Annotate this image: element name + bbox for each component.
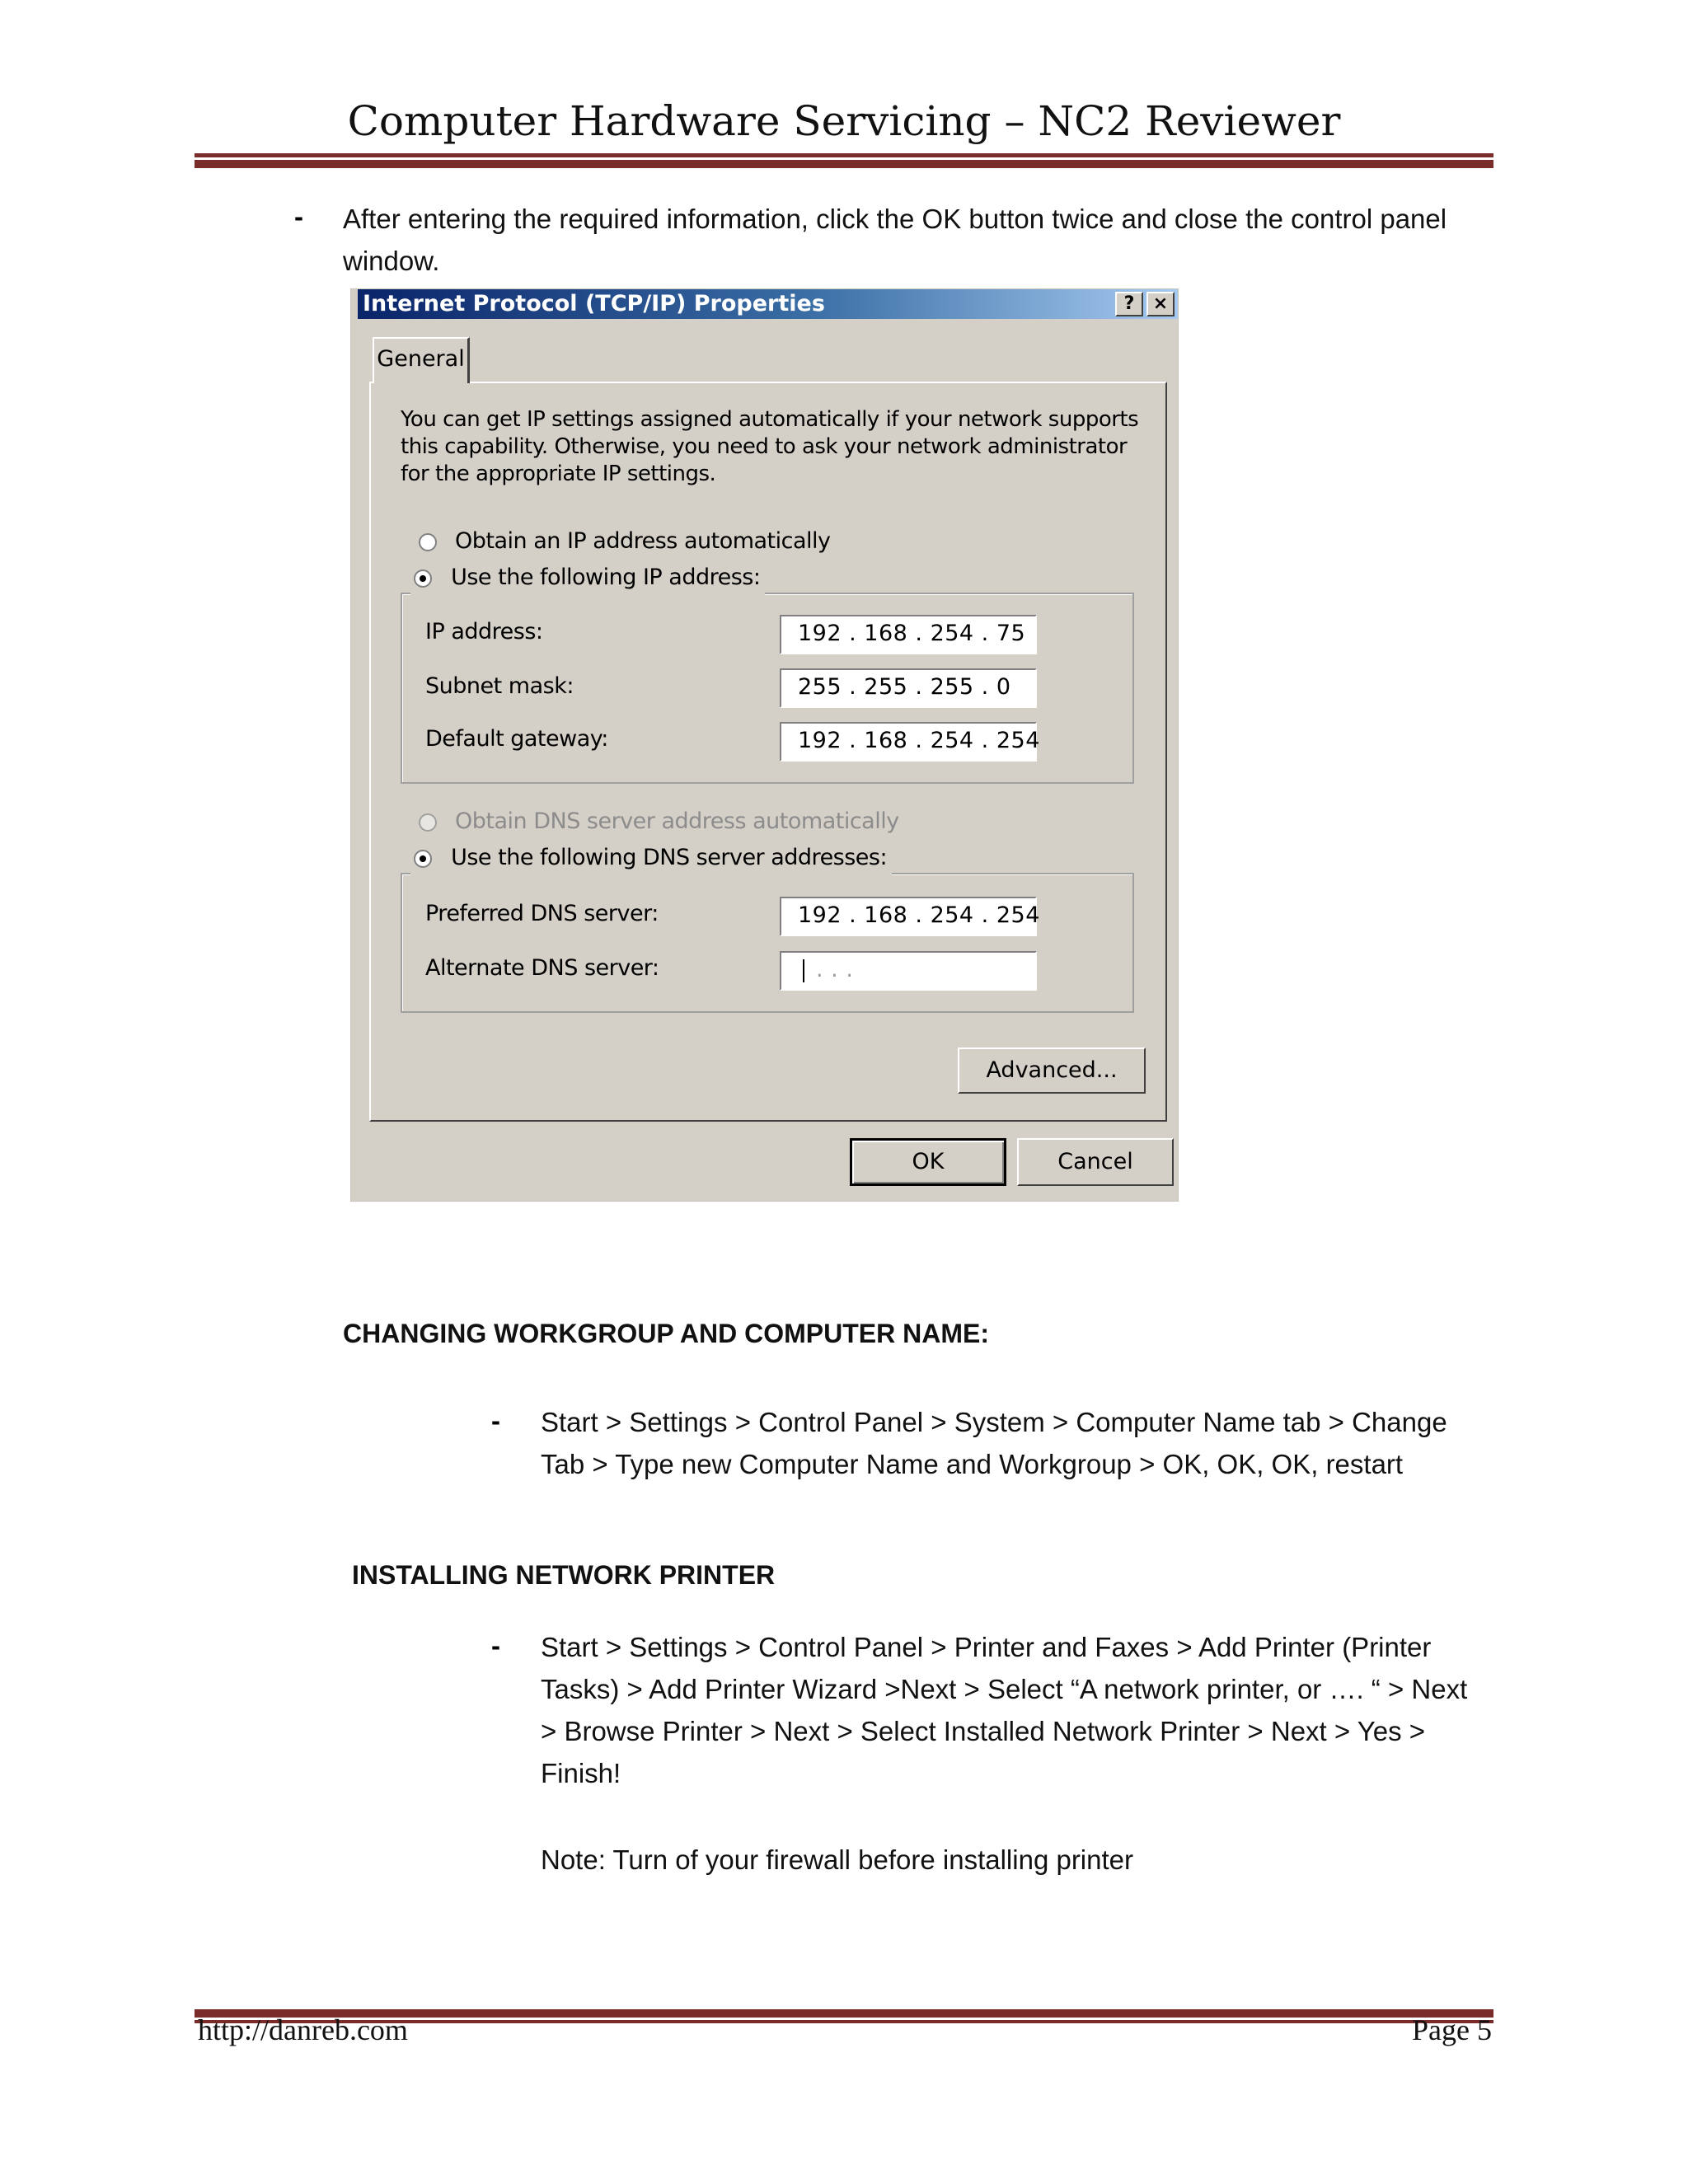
close-button[interactable]: × — [1146, 292, 1175, 316]
dns-manual-radio[interactable] — [414, 850, 432, 868]
section-printer-text: Start > Settings > Control Panel > Printer and Faxes > Add Printer (Printer Tasks) > Add Printer Wizard >Next > Select “A network printer, or …. “ > Next > Browse Printer > Next > Select Installed Network Printer > Next > Yes > Finish! — [541, 1632, 1468, 1788]
header-rule-thick — [195, 160, 1493, 168]
preferred-dns-label: Preferred DNS server: — [425, 901, 659, 926]
ip-address-input[interactable]: 192 . 168 . 254 . 75 — [780, 615, 1037, 654]
dialog-titlebar[interactable] — [358, 289, 1178, 319]
default-gateway-label: Default gateway: — [425, 726, 608, 752]
section-printer-heading: INSTALLING NETWORK PRINTER — [352, 1560, 776, 1590]
preferred-dns-input[interactable]: 192 . 168 . 254 . 254 — [780, 897, 1037, 936]
tab-general[interactable]: General — [373, 337, 470, 383]
text-cursor — [803, 959, 804, 982]
alternate-dns-value: . . . — [816, 957, 854, 982]
footer-page-number: Page 5 — [1412, 2013, 1492, 2046]
ip-manual-radio[interactable] — [414, 569, 432, 588]
dns-manual-legend — [410, 845, 892, 883]
section-printer-note: Note: Turn of your firewall before installing printer — [541, 1844, 1134, 1875]
subnet-mask-label: Subnet mask: — [425, 673, 574, 699]
page-title: Computer Hardware Servicing – NC2 Reviewer — [347, 97, 1341, 145]
tcpip-properties-dialog — [350, 288, 1179, 1202]
dialog-title: Internet Protocol (TCP/IP) Properties — [363, 291, 825, 316]
alternate-dns-input[interactable] — [780, 951, 1037, 991]
footer-url[interactable]: http://danreb.com — [198, 2013, 408, 2046]
header-rule — [195, 153, 1493, 157]
dns-manual-label[interactable]: Use the following DNS server addresses: — [451, 845, 888, 870]
default-gateway-input[interactable]: 192 . 168 . 254 . 254 — [780, 722, 1037, 762]
help-button[interactable]: ? — [1115, 292, 1143, 316]
dns-auto-label[interactable]: Obtain DNS server address automatically — [455, 808, 899, 834]
cancel-button[interactable]: Cancel — [1017, 1138, 1174, 1186]
ok-button[interactable]: OK — [850, 1138, 1006, 1186]
intro-text: After entering the required information, click the OK button twice and close the control panel window. — [343, 204, 1447, 276]
section-workgroup-text: Start > Settings > Control Panel > System > Computer Name tab > Change Tab > Type new Computer Name and Workgroup > OK, OK, OK, restart — [541, 1407, 1447, 1479]
ip-auto-label[interactable]: Obtain an IP address automatically — [455, 528, 831, 554]
subnet-mask-input[interactable]: 255 . 255 . 255 . 0 — [780, 668, 1037, 708]
advanced-button[interactable]: Advanced... — [958, 1047, 1146, 1094]
dns-auto-radio[interactable] — [419, 813, 437, 832]
section-workgroup-heading: CHANGING WORKGROUP AND COMPUTER NAME: — [343, 1319, 989, 1348]
section-printer-bullet: - — [491, 1630, 500, 1661]
ip-manual-label[interactable]: Use the following IP address: — [451, 565, 761, 590]
alternate-dns-label: Alternate DNS server: — [425, 955, 659, 981]
dialog-description: You can get IP settings assigned automatically if your network supports this capability. Otherwise, you need to ask your network administrator for the appropriate IP settings. — [401, 407, 1139, 486]
intro-bullet: - — [294, 201, 303, 232]
ip-auto-radio[interactable] — [419, 533, 437, 551]
section-workgroup-bullet: - — [491, 1405, 500, 1436]
ip-manual-legend — [410, 565, 765, 602]
ip-address-label: IP address: — [425, 619, 543, 644]
dns-groupbox — [401, 873, 1134, 1013]
